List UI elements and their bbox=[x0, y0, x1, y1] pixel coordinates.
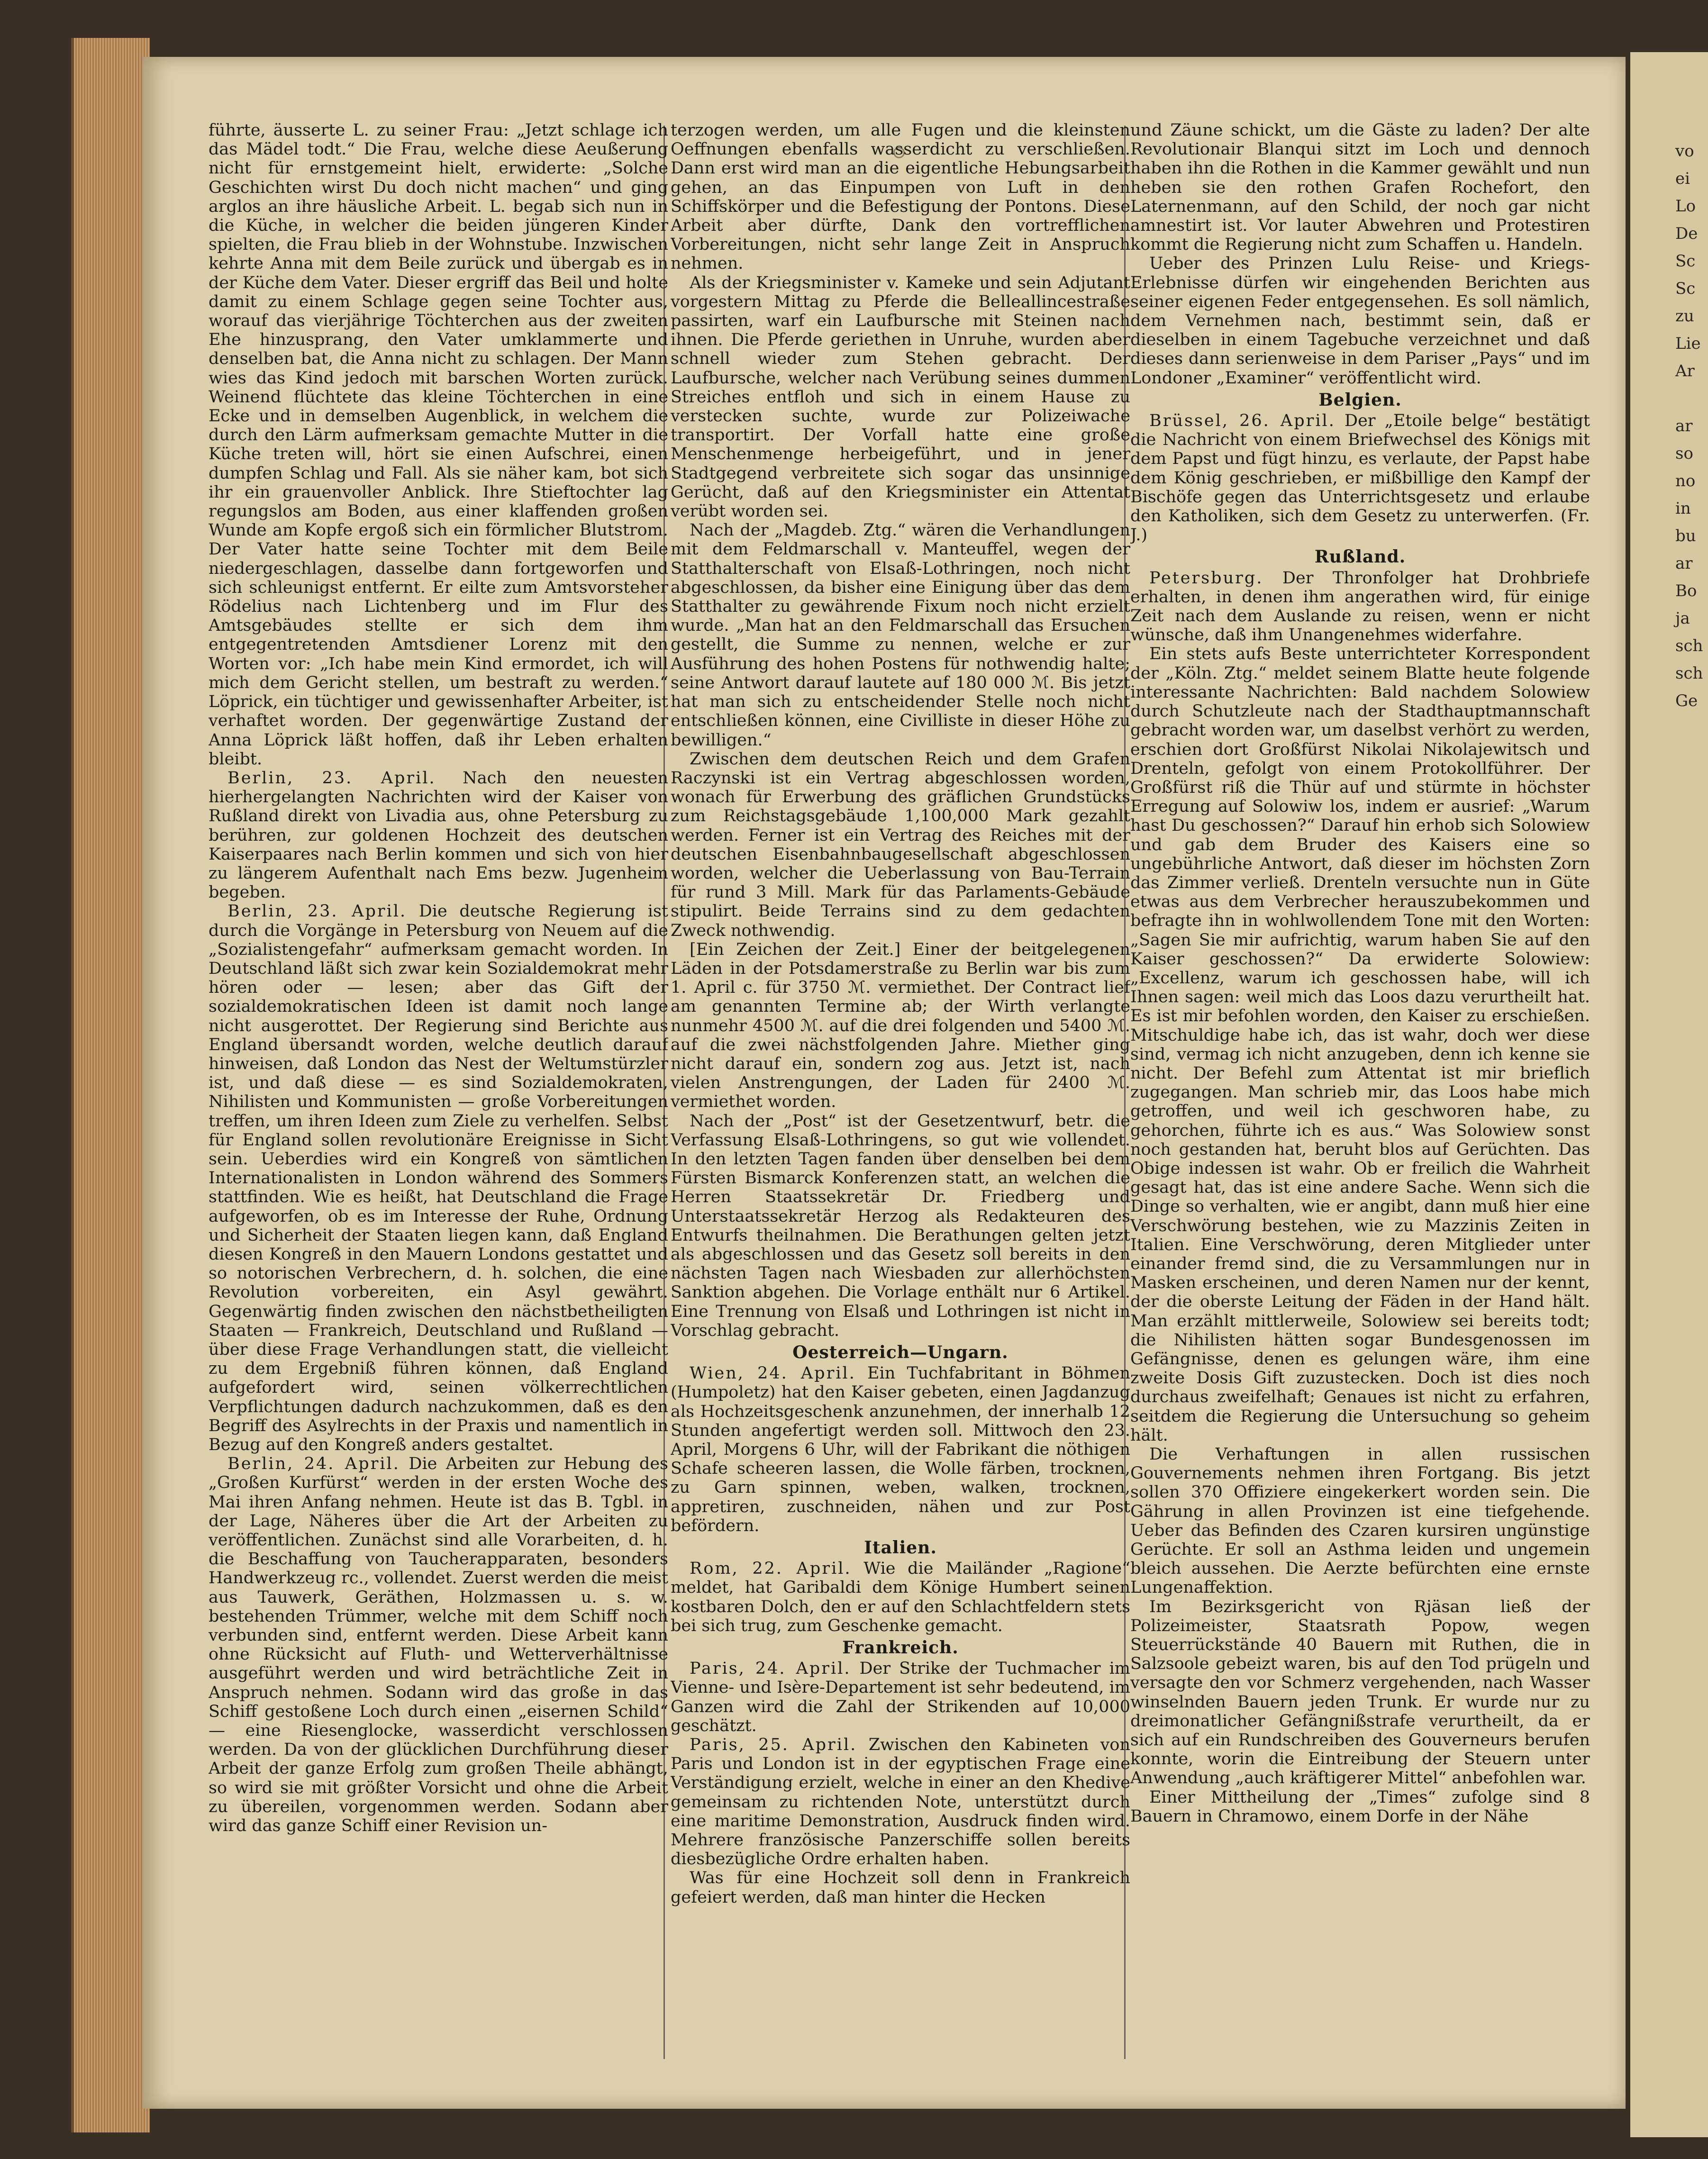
dateline: Paris, 25. April. bbox=[690, 1735, 857, 1755]
article-paragraph bbox=[209, 1454, 668, 1835]
dateline: Berlin, 23. April. bbox=[227, 902, 407, 921]
paragraph-text: [Ein Zeichen der Zeit.] Einer der beitgelegenen Läden in der Potsdamerstraße zu Berlin war bis zum 1. April c. für 3750 ℳ. vermiethet. Der Contract lief am genannten Termine ab; der Wirth verlangte nunmehr 4500 ℳ. auf die drei folgenden und 5400 ℳ. auf die zwei nächstfolgenden Jahre. Miether ging nicht darauf ein, sondern zog aus. Jetzt ist, nach vielen Anstrengungen, der Laden für 2400 ℳ. vermiethet worden. bbox=[671, 940, 1130, 1112]
article-paragraph bbox=[671, 1364, 1130, 1535]
article-paragraph bbox=[209, 902, 668, 1454]
dateline: Wien, 24. April. bbox=[690, 1364, 856, 1383]
paragraph-text: Der Thronfolger hat Drohbriefe erhalten, in denen ihm angerathen wird, für einige Zeit nach dem Auslande zu reisen, wenn er nicht wünsche, daß ihm Unangenehmes widerfahre. bbox=[1130, 568, 1590, 645]
article-paragraph bbox=[671, 1735, 1130, 1869]
paragraph-text: Zwischen dem deutschen Reich und dem Grafen Raczynski ist ein Vertrag abgeschlossen worden, wonach für Erwerbung des gräflichen Grundstücks zum Reichstagsgebäude 1,100,000 Mark gezahlt werden. Ferner ist ein Vertrag des Reiches mit der deutschen Eisenbahnbaugesellschaft abgeschlossen worden, welcher die Ueberlassung von Bau-Terrain für rund 3 Mill. Mark für das Parlaments-Gebäude stipulirt. Beide Terrains sind zu dem gedachten Zweck nothwendig. bbox=[671, 749, 1130, 940]
paragraph-text: Ueber des Prinzen Lulu Reise- und Kriegs-Erlebnisse dürfen wir eingehenden Berichten aus seiner eigenen Feder entgegensehen. Es soll nämlich, dem Vernehmen nach, bestimmt sein, daß er dieselben in einem Tagebuche verzeichnet und daß dieses dann serienweise in dem Pariser „Pays“ und im Londoner „Examiner“ veröffentlicht wird. bbox=[1130, 254, 1590, 388]
article-paragraph bbox=[1130, 411, 1590, 544]
article-paragraph bbox=[671, 521, 1130, 749]
dateline: Petersburg. bbox=[1149, 568, 1263, 588]
paragraph-text: Nach den neuesten hierhergelangten Nachrichten wird der Kaiser von Rußland direkt von Livadia aus, ohne Petersburg zu berühren, zur goldenen Hochzeit des deutschen Kaiserpaares nach Berlin kommen und sich von hier zu längerem Aufenthalt nach Ems bezw. Jugenheim begeben. bbox=[209, 768, 668, 902]
paragraph-text: Nach der „Magdeb. Ztg.“ wären die Verhandlungen mit dem Feldmarschall v. Manteuffel, wegen der Statthalterschaft von Elsaß-Lothringen, noch nicht abgeschlossen, da bisher eine Einigung über das dem Statthalter zu gewährende Fixum noch nicht erzielt wurde. „Man hat an den Feldmarschall das Ersuchen gestellt, die Summe zu nennen, welche er zur Ausführung des hohen Postens für nothwendig halte; seine Antwort darauf lautete auf 180 000 ℳ. Bis jetzt hat man sich zu entscheidender Stelle noch nicht entschließen können, eine Civilliste in dieser Höhe zu bewilligen.“ bbox=[671, 521, 1130, 750]
section-heading: Frankreich. bbox=[842, 1638, 959, 1658]
article-paragraph bbox=[1130, 121, 1590, 254]
article-paragraph bbox=[1130, 644, 1590, 1445]
paragraph-text: Der „Etoile belge“ bestätigt die Nachricht von einem Briefwechsel des Königs mit dem Papst und fügt hinzu, es verlaute, der Papst habe dem König geschrieben, er mißbillige den Kampf der Bischöfe gegen das Unterrichtsgesetz und erlaube den Katholiken, sich dem Gesetz zu unterwerfen. (Fr. J.) bbox=[1130, 411, 1590, 545]
article-paragraph bbox=[671, 273, 1130, 521]
paragraph-text: Ein stets aufs Beste unterrichteter Korrespondent der „Köln. Ztg.“ meldet seinem Blatte heute folgende interessante Nachrichten: Bald nachdem Solowiew durch Schutzleute nach der Stadthauptmannschaft gebracht worden war, um daselbst verhört zu werden, erschien dort Großfürst Nikolai Nikolajewitsch und Drenteln, gefolgt von einem Protokollführer. Der Großfürst riß die Thür auf und stürmte in höchster Erregung auf Solowiw los, indem er ausrief: „Warum hast Du geschossen?“ Darauf hin erhob sich Solowiew und gab dem Bruder des Kaisers eine so ungebührliche Antwort, daß dieser im höchsten Zorn das Zimmer verließ. Drenteln versuchte nun in Güte etwas aus dem Verbrecher herauszubekommen und befragte ihn in wohlwollendem Tone mit den Worten: „Sagen Sie mir aufrichtig, warum haben Sie auf den Kaiser geschossen?“ Da erwiderte Solowiew: „Excellenz, warum ich geschossen habe, will ich Ihnen sagen: weil mich das Loos dazu verurtheilt hat. Es ist mir befohlen worden, den Kaiser zu erschießen. Mitschuldige habe ich, das ist wahr, doch wer diese sind, vermag ich nicht anzugeben, denn ich kenne sie nicht. Der Befehl zum Attentat ist mir brieflich zugegangen. Man schrieb mir, das Loos habe mich getroffen, und weil ich geschworen habe, zu gehorchen, führte ich es aus.“ Was Solowiew sonst noch gestanden hat, beruht blos auf Gerüchten. Das Obige indessen ist wahr. Ob er freilich die Wahrheit gesagt hat, das ist eine andere Sache. Wenn sich die Dinge so verhalten, wie er angibt, dann muß hier eine Verschwörung bestehen, wie zu Mazzinis Zeiten in Italien. Eine Verschwörung, deren Mitglieder unter einander fremd sind, die zu Versammlungen nur in Masken erscheinen, und deren Namen nur der kennt, der die oberste Leitung der Fäden in der Hand hält. Man erzählt mittlerweile, Solowiew sei bereits todt; die Nihilisten hätten sogar Bundesgenossen im Gefängnisse, denen es gelungen wäre, ihm eine zweite Dosis Gift zuzustecken. Doch ist dies noch durchaus zweifelhaft; Genaues ist nicht zu erfahren, seitdem die Regierung die Untersuchung so geheim hält. bbox=[1130, 644, 1590, 1445]
dateline: Brüssel, 26. April. bbox=[1149, 411, 1336, 431]
article-column-2 bbox=[671, 121, 1130, 2064]
book-page-stack bbox=[71, 38, 150, 2132]
article-paragraph bbox=[209, 769, 668, 902]
article-paragraph bbox=[1130, 1788, 1590, 1826]
paragraph-text: Ein Tuchfabritant in Böhmen (Humpoletz) hat den Kaiser gebeten, einen Jagdanzug als Hochzeitsgeschenk anzunehmen, der innerhalb 12 Stunden angefertigt werden soll. Mittwoch den 23. April, Morgens 6 Uhr, will der Fabrikant die nöthigen Schafe scheeren lassen, die Wolle färben, trocknen, zu Garn spinnen, weben, walken, trocknen, appretiren, zuschneiden, nähen und zur Post befördern. bbox=[671, 1364, 1130, 1535]
paragraph-text: Der Strike der Tuchmacher im Vienne- und Isère-Departement ist sehr bedeutend, im Ganzen wird die Zahl der Strikenden auf 10,000 geschätzt. bbox=[671, 1659, 1130, 1735]
article-paragraph bbox=[671, 1112, 1130, 1340]
next-page-text-fragments: vo ei Lo De Sc Sc zu Lie Ar ar so no in bu ar Bo ja sch sch Ge bbox=[1675, 142, 1703, 710]
paragraph-text: Nach der „Post“ ist der Gesetzentwurf, betr. die Verfassung Elsaß-Lothringens, so gut wie vollendet. In den letzten Tagen fanden über denselben bei dem Fürsten Bismarck Konferenzen statt, an welchen die Herren Staatssekretär Dr. Friedberg und Unterstaatssekretär Herzog als Redakteuren des Entwurfs theilnahmen. Die Berathungen gelten jetzt als abgeschlossen und das Gesetz soll bereits in den nächsten Tagen nach Wiesbaden zur allerhöchsten Sanktion abgehen. Die Vorlage enthält nur 6 Artikel. Eine Trennung von Elsaß und Lothringen ist nicht in Vorschlag gebracht. bbox=[671, 1111, 1130, 1340]
dateline: Rom, 22. April. bbox=[690, 1559, 852, 1578]
article-paragraph bbox=[209, 121, 668, 769]
article-paragraph bbox=[671, 1869, 1130, 1906]
paragraph-text: Die Arbeiten zur Hebung des „Großen Kurfürst“ werden in der ersten Woche des Mai ihren Anfang nehmen. Heute ist das B. Tgbl. in der Lage, Näheres über die Art der Arbeiten zu veröffentlichen. Zunächst sind alle Vorarbeiten, d. h. die Beschaffung von Taucherapparaten, besonders Handwerkzeug rc., vollendet. Zuerst werden die meist aus Tauwerk, Geräthen, Holzmassen u. s. w. bestehenden Trümmer, welche mit dem Schiff noch verbunden sind, entfernt werden. Diese Arbeit kann ohne Rücksicht auf Fluth- und Wetterverhältnisse ausgeführt werden und wird beträchtliche Zeit in Anspruch nehmen. Sodann wird das große in das Schiff gestoßene Loch durch einen „eisernen Schild“ — eine Riesenglocke, wasserdicht verschlossen werden. Da von der glücklichen Durchführung dieser Arbeit der ganze Erfolg zum großen Theile abhängt, so wird sie mit größter Vorsicht und ohne die Arbeit zu übereilen, vorgenommen werden. Sodann aber wird das ganze Schiff einer Revision un- bbox=[209, 1454, 668, 1836]
article-paragraph bbox=[671, 121, 1130, 273]
paragraph-text: Im Bezirksgericht von Rjäsan ließ der Polizeimeister, Staatsrath Popow, wegen Steuerrückstände 40 Bauern mit Ruthen, die in Salzsoole gebeizt waren, bis auf den Tod prügeln und versagte den vor Schmerz vergehenden, nach Wasser winselnden Bauern jeden Trunk. Er wurde nur zu dreimonatlicher Gefängnißstrafe verurtheilt, da er sich auf ein Rundschreiben des Gouverneurs berufen konnte, worin die Eintreibung der Steuern unter Anwendung „auch kräftigerer Mittel“ anbefohlen war. bbox=[1130, 1597, 1590, 1788]
paragraph-text: und Zäune schickt, um die Gäste zu laden? Der alte Revolutionair Blanqui sitzt im Loch und dennoch haben ihn die Rothen in die Kammer gewählt und nun heben sie den rothen Grafen Rochefort, den Laternenmann, auf den Schild, der noch gar nicht amnestirt ist. Vor lauter Abwehren und Protestiren kommt die Regierung nicht zum Schaffen u. Handeln. bbox=[1130, 121, 1590, 254]
article-column-1 bbox=[209, 121, 668, 2064]
section-heading: Oesterreich—Ungarn. bbox=[792, 1343, 1008, 1362]
paragraph-text: Die Verhaftungen in allen russischen Gouvernements nehmen ihren Fortgang. Bis jetzt sollen 370 Offiziere eingekerkert worden sein. Die Gährung in allen Provinzen ist eine tiefgehende. Ueber das Befinden des Czaren kursiren ungünstige Gerüchte. Er soll an Asthma leiden und ungemein bleich aussehen. Die Aerzte befürchten eine ernste Lungenaffektion. bbox=[1130, 1445, 1590, 1597]
paragraph-text: terzogen werden, um alle Fugen und die kleinsten Oeffnungen ebenfalls wasserdicht zu verschließen. Dann erst wird man an die eigentliche Hebungsarbeit gehen, an das Einpumpen von Luft in den Schiffskörper und die Befestigung der Pontons. Diese Arbeit aber dürfte, Dank den vortrefflichen Vorbereitungen, nicht sehr lange Zeit in Anspruch nehmen. bbox=[671, 121, 1130, 273]
article-paragraph bbox=[671, 1659, 1130, 1735]
article-paragraph bbox=[1130, 1445, 1590, 1597]
paragraph-text: Zwischen den Kabineten von Paris und London ist in der egyptischen Frage eine Verständigung erzielt, welche in einer an den Khedive gemeinsam zu richtenden Note, unterstützt durch eine maritime Demonstration, Ausdruck finden wird. Mehrere französische Panzerschiffe sollen bereits diesbezügliche Ordre erhalten haben. bbox=[671, 1735, 1130, 1869]
paragraph-text: Was für eine Hochzeit soll denn in Frankreich gefeiert werden, daß man hinter die Hecken bbox=[671, 1869, 1130, 1907]
section-heading: Italien. bbox=[864, 1538, 937, 1558]
paragraph-text: Wie die Mailänder „Ragione“ meldet, hat Garibaldi dem Könige Humbert seinen kostbaren Dolch, den er auf den Schlachtfeldern stets bei sich trug, zum Geschenke gemacht. bbox=[671, 1559, 1130, 1635]
article-paragraph bbox=[1130, 1597, 1590, 1788]
paragraph-text: Die deutsche Regierung ist durch die Vorgänge in Petersburg von Neuem auf die „Sozialistengefahr“ aufmerksam gemacht worden. In Deutschland läßt sich zwar kein Sozialdemokrat mehr hören oder — lesen; aber das Gift der sozialdemokratischen Ideen ist damit noch lange nicht ausgerottet. Der Regierung sind Berichte aus England übersandt worden, welche deutlich darauf hinweisen, daß London das Nest der Weltumstürzler ist, und daß diese — es sind Sozialdemokraten, Nihilisten und Kommunisten — große Vorbereitungen treffen, um ihren Ideen zum Ziele zu verhelfen. Selbst für England sollen revolutionäre Ereignisse in Sicht sein. Ueberdies wird ein Kongreß von sämtlichen Internationalisten in London während des Sommers stattfinden. Wie es heißt, hat Deutschland die Frage aufgeworfen, ob es im Interesse der Ruhe, Ordnung und Sicherheit der Staaten liegen kann, daß England diesen Kongreß in den Mauern Londons gestattet und so notorischen Verbrechern, d. h. solchen, die eine Revolution vorbereiten, ein Asyl gewährt. Gegenwärtig finden zwischen den nächstbetheiligten Staaten — Frankreich, Deutschland und Rußland — über diese Frage Verhandlungen statt, die vielleicht zu dem Ergebniß führen können, daß England aufgefordert wird, seinen völkerrechtlichen Verpflichtungen dadurch nachzukommen, daß es den Begriff des Asylrechts in der Praxis und namentlich in Bezug auf den Kongreß anders gestaltet. bbox=[209, 902, 668, 1455]
dateline: Paris, 24. April. bbox=[690, 1659, 851, 1678]
article-paragraph bbox=[671, 1559, 1130, 1635]
paragraph-text: führte, äusserte L. zu seiner Frau: „Jetzt schlage ich das Mädel todt.“ Die Frau, welche diese Aeußerung nicht für ernstgemeint hielt, erwiderte: „Solche Geschichten wirst Du doch nicht machen“ und ging arglos an ihre häusliche Arbeit. L. begab sich nun in die Küche, in welcher die beiden jüngeren Kinder spielten, die Frau blieb in der Wohnstube. Inzwischen kehrte Anna mit dem Beile zurück und übergab es in der Küche dem Vater. Dieser ergriff das Beil und holte damit zu einem Schlage gegen seine Tochter aus, worauf das vierjährige Töchterchen aus der zweiten Ehe hinzusprang, den Vater umklammerte und denselben bat, die Anna nicht zu schlagen. Der Mann wies das Kind jedoch mit barschen Worten zurück. Weinend flüchtete das kleine Töchterchen in eine Ecke und in demselben Augenblick, in welchem die durch den Lärm aufmerksam gemachte Mutter in die Küche treten will, hört sie einen Aufschrei, einen dumpfen Schlag und Fall. Als sie näher kam, bot sich ihr ein grauenvoller Anblick. Ihre Stieftochter lag regungslos am Boden, aus einer klaffenden großen Wunde am Kopfe ergoß sich ein förmlicher Blutstrom. Der Vater hatte seine Tochter mit dem Beile niedergeschlagen, dasselbe dann fortgeworfen und sich schleunigst entfernt. Er eilte zum Amtsvorsteher Rödelius nach Lichtenberg und im Flur des Amtsgebäudes stellte er sich dem ihm entgegentretenden Amtsdiener Lorenz mit den Worten vor: „Ich habe mein Kind ermordet, ich will mich dem Gericht stellen, um bestraft zu werden.“ Löprick, ein tüchtiger und gewissenhafter Arbeiter, ist verhaftet worden. Der gegenwärtige Zustand der Anna Löprick läßt hoffen, daß ihr Leben erhalten bleibt. bbox=[209, 121, 668, 769]
section-heading: Rußland. bbox=[1314, 547, 1406, 567]
article-column-3 bbox=[1130, 121, 1590, 2064]
article-paragraph bbox=[671, 750, 1130, 940]
dateline: Berlin, 24. April. bbox=[227, 1454, 400, 1474]
article-paragraph bbox=[1130, 254, 1590, 387]
paragraph-text: Als der Kriegsminister v. Kameke und sein Adjutant vorgestern Mittag zu Pferde die Belleallincestraße passirten, warf ein Laufbursche mit Steinen nach ihnen. Die Pferde geriethen in Unruhe, wurden aber schnell wieder zum Stehen gebracht. Der Laufbursche, welcher nach Verübung seines dummen Streiches entfloh und sich in einem Hause zu verstecken suchte, wurde zur Polizeiwache transportirt. Der Vorfall hatte eine große Menschenmenge herbeigeführt, und in jener Stadtgegend verbreitete sich sogar das unsinnige Gerücht, daß auf den Kriegsminister ein Attentat verübt worden sei. bbox=[671, 273, 1130, 521]
article-paragraph bbox=[1130, 569, 1590, 645]
article-paragraph bbox=[671, 940, 1130, 1112]
section-heading: Belgien. bbox=[1318, 390, 1402, 410]
dateline: Berlin, 23. April. bbox=[227, 768, 436, 788]
paragraph-text: Einer Mittheilung der „Times“ zufolge sind 8 Bauern in Chramowo, einem Dorfe in der Nähe bbox=[1130, 1787, 1590, 1826]
